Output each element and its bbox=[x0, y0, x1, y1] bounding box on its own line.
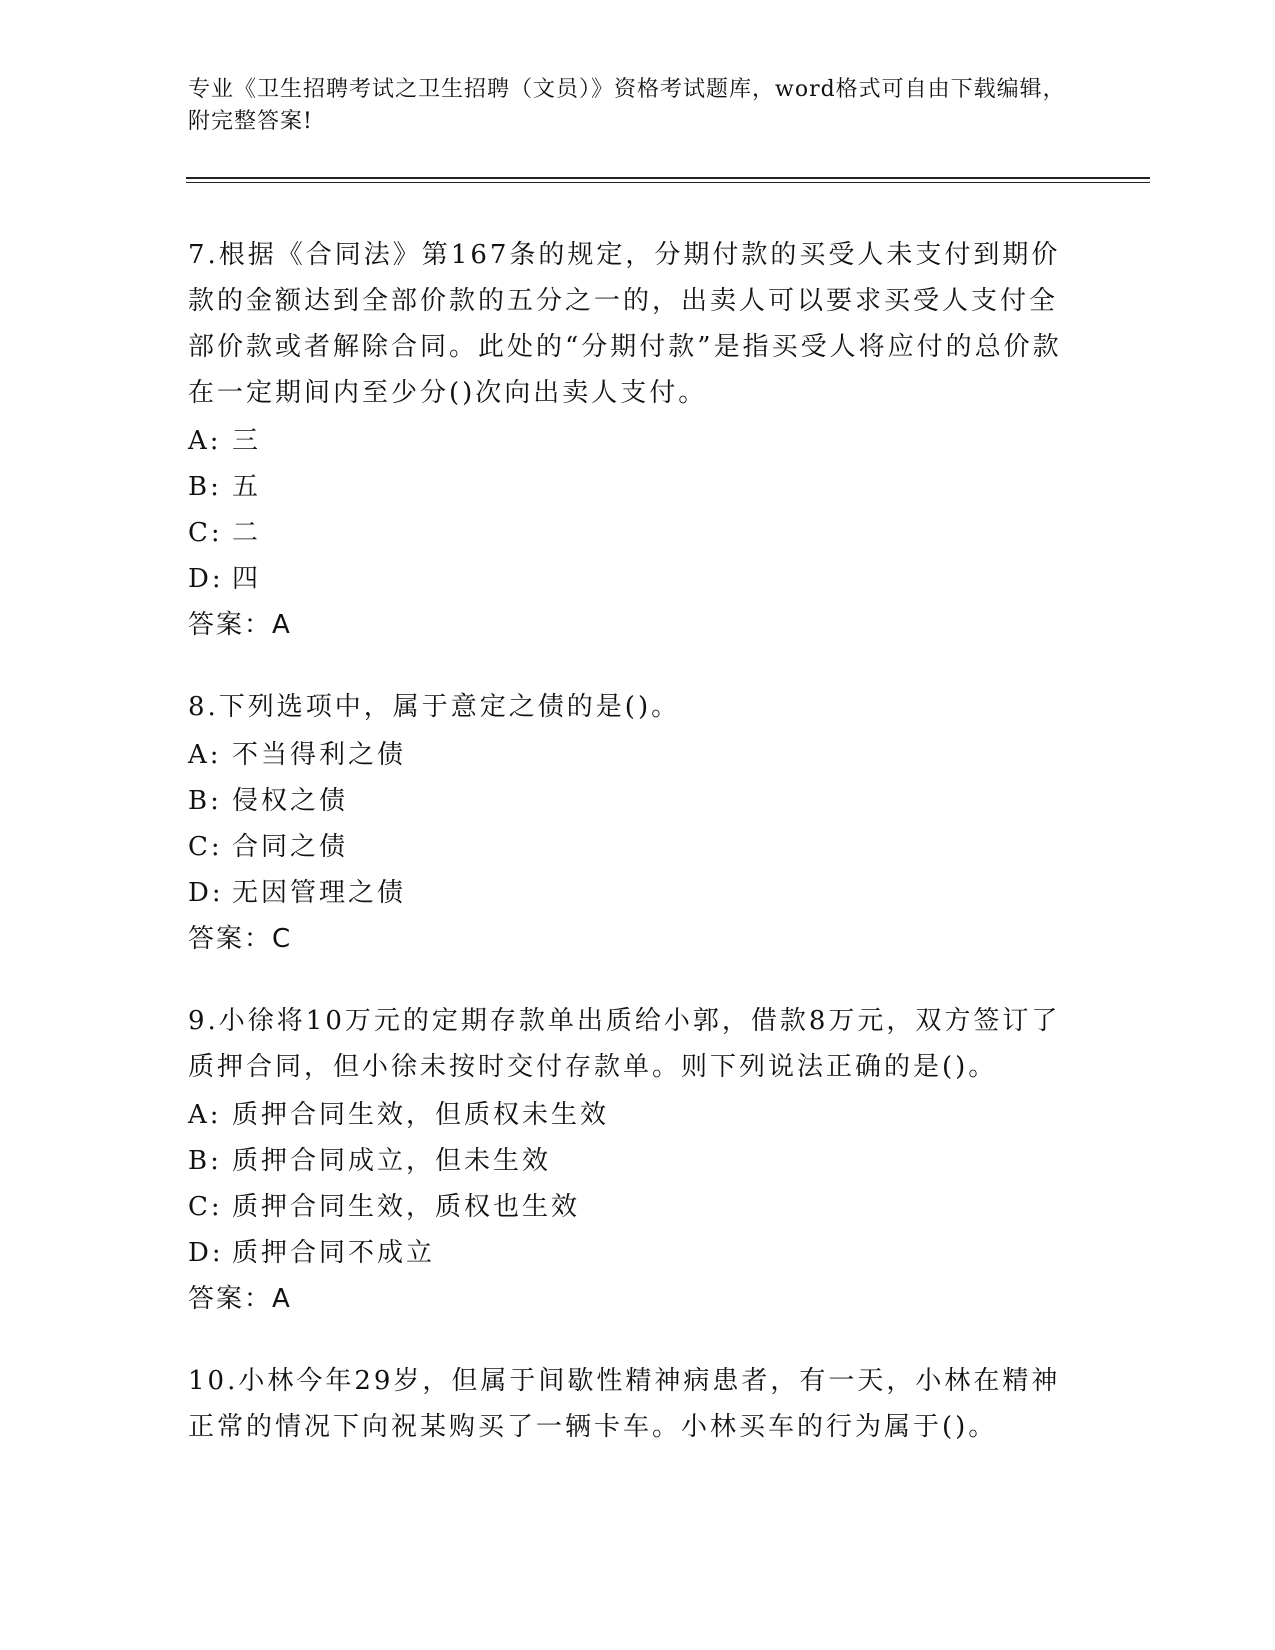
option-a bbox=[188, 418, 1068, 464]
question-9 bbox=[188, 998, 1068, 1322]
option-c bbox=[188, 510, 1068, 556]
option-letter: A: bbox=[188, 740, 222, 770]
option-d bbox=[188, 556, 1068, 602]
option-text: 三 bbox=[232, 426, 262, 456]
option-text: 五 bbox=[232, 472, 262, 502]
option-letter: A: bbox=[188, 426, 222, 456]
answer-line: 答案：A bbox=[188, 1284, 292, 1314]
header-divider-thin bbox=[186, 182, 1150, 183]
option-letter: D: bbox=[188, 564, 224, 594]
question-10 bbox=[188, 1358, 1068, 1450]
option-letter: B: bbox=[188, 786, 222, 816]
option-text: 质押合同不成立 bbox=[232, 1238, 436, 1268]
question-stem: 10.小林今年29岁，但属于间歇性精神病患者，有一天，小林在精神正常的情况下向祝某购买了一辆卡车。小林买车的行为属于()。 bbox=[188, 1366, 1061, 1442]
option-text: 质押合同成立，但未生效 bbox=[232, 1146, 552, 1176]
answer-line: 答案：A bbox=[188, 610, 292, 640]
option-text: 质押合同生效，质权也生效 bbox=[232, 1192, 581, 1222]
option-c bbox=[188, 824, 1068, 870]
option-letter: C: bbox=[188, 832, 223, 862]
option-text: 质押合同生效，但质权未生效 bbox=[232, 1100, 610, 1130]
header-divider bbox=[186, 177, 1150, 179]
option-text: 二 bbox=[232, 518, 262, 548]
option-letter: B: bbox=[188, 1146, 222, 1176]
option-letter: C: bbox=[188, 518, 223, 548]
option-a bbox=[188, 732, 1068, 778]
option-letter: A: bbox=[188, 1100, 222, 1130]
option-b bbox=[188, 464, 1068, 510]
option-b bbox=[188, 1138, 1068, 1184]
option-letter: D: bbox=[188, 1238, 224, 1268]
option-a bbox=[188, 1092, 1068, 1138]
option-letter: B: bbox=[188, 472, 222, 502]
question-stem: 7.根据《合同法》第167条的规定，分期付款的买受人未支付到期价款的金额达到全部价款的五分之一的，出卖人可以要求买受人支付全部价款或者解除合同。此处的“分期付款”是指买受人将应付的总价款在一定期间内至少分()次向出卖人支付。 bbox=[188, 240, 1062, 408]
option-text: 侵权之债 bbox=[232, 786, 349, 816]
question-8 bbox=[188, 684, 1068, 962]
option-d bbox=[188, 870, 1068, 916]
question-stem: 9.小徐将10万元的定期存款单出质给小郭，借款8万元，双方签订了质押合同，但小徐未按时交付存款单。则下列说法正确的是()。 bbox=[188, 1006, 1061, 1082]
question-list bbox=[188, 232, 1068, 1486]
option-c bbox=[188, 1184, 1068, 1230]
option-letter: D: bbox=[188, 878, 224, 908]
document-header: 专业《卫生招聘考试之卫生招聘（文员）》资格考试题库，word格式可自由下载编辑，附完整答案! bbox=[188, 77, 1066, 134]
option-text: 四 bbox=[232, 564, 262, 594]
option-d bbox=[188, 1230, 1068, 1276]
option-b bbox=[188, 778, 1068, 824]
option-letter: C: bbox=[188, 1192, 223, 1222]
option-text: 不当得利之债 bbox=[232, 740, 407, 770]
option-text: 合同之债 bbox=[232, 832, 349, 862]
question-stem: 8.下列选项中，属于意定之债的是()。 bbox=[188, 692, 681, 722]
option-text: 无因管理之债 bbox=[232, 878, 407, 908]
question-7 bbox=[188, 232, 1068, 648]
answer-line: 答案：C bbox=[188, 924, 293, 954]
